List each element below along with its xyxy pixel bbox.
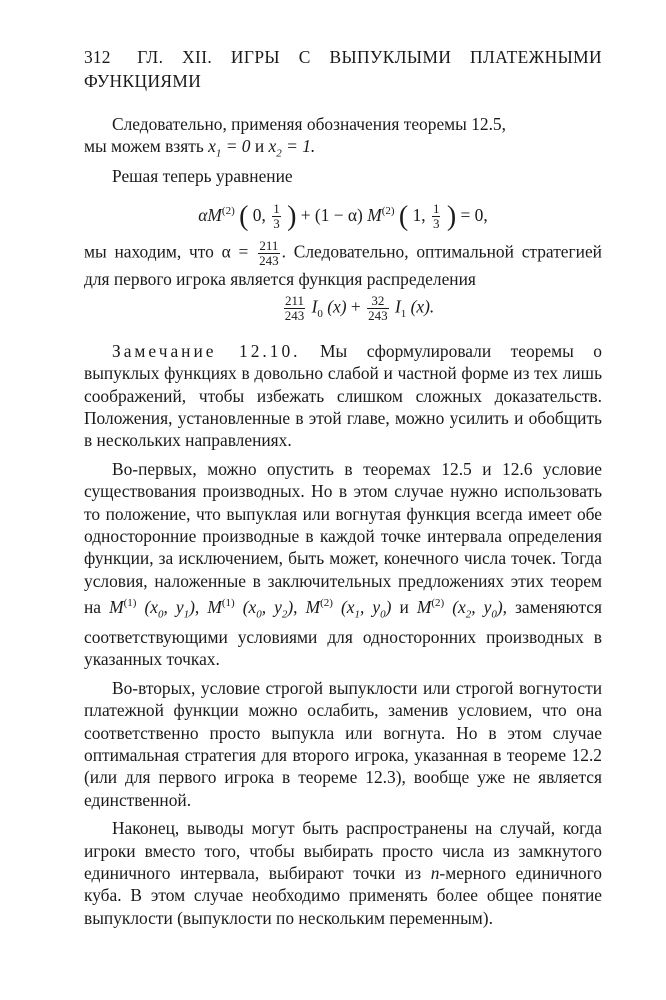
one-minus-alpha: (1 − α) bbox=[314, 204, 363, 225]
paragraph-second: Во-вторых, условие строгой выпуклости или строгой вогнутости платежной функции можно ослабить, заменив условием, что она соответственно просто выпукла или вогнута. Но в этом случае оптимальная стратегия для второго игрока, указанная в теореме 12.2 (или для первого игрока в теореме 12.3), вообще уже не является единственной. bbox=[84, 677, 602, 810]
page-number: 312 bbox=[84, 47, 111, 67]
chapter-title: ГЛ. XII. ИГРЫ С ВЫПУКЛЫМИ ПЛАТЕЖНЫМИ ФУНКЦИЯМИ bbox=[84, 47, 602, 91]
equals-zero: = 0, bbox=[460, 204, 488, 225]
finally-text-b: -мерного единичного куба. В этом случае необходимо применять более общее понятие выпуклости (выпуклости по нескольким переменным). bbox=[84, 862, 603, 928]
arg-one: 1, bbox=[412, 204, 426, 225]
plus-sign: + bbox=[300, 204, 311, 225]
superscript-2: (2) bbox=[221, 204, 235, 217]
finally-text-a: Наконец, выводы могут быть распространены на случай, когда игроки вместо того, чтобы выбирать просто числа из замкнутого единичного интервала, выбирают точки из bbox=[84, 818, 602, 883]
para1-line2a: мы можем взять bbox=[84, 136, 204, 157]
paragraph-finally bbox=[84, 817, 602, 929]
first-text-a: Во-первых, можно опустить в теоремах 12.5 и 12.6 условие существования производных. Но в этом случае нужно использовать то положение, что выпуклая или вогнутая функция всегда имеет обе односторонние производные в каждой точке интервала определения функции, за исключением, быть может, конечного числа точек. Тогда условия, наложенные в заключительных предложениях этих теорем на bbox=[84, 458, 602, 618]
para2-text-b: . Следовательно, оптимальной стратегией для первого игрока является функция распределения bbox=[84, 241, 602, 289]
fraction-32-243: $\frac{32}{243}$ bbox=[368, 293, 388, 324]
remark-label: Замечание 12.10. bbox=[112, 340, 301, 361]
fraction-one-third-b: $\frac{1}{3}$ bbox=[432, 200, 440, 231]
para2-text-a: мы находим, что α = bbox=[84, 241, 249, 262]
n-symbol: n bbox=[430, 862, 440, 883]
paragraph-first: Во-первых, можно опустить в теоремах 12.5 и 12.6 условие существования производных. Но в этом случае нужно использовать то положение, что выпуклая или вогнутая функция всегда имеет обе односторонние производные в каждой точке интервала определения функции, за исключением, быть может, конечного числа точек. Тогда условия, наложенные в заключительных предложениях этих теорем на $M^{(1)}$ ($x_0$, $y_1$), $M^{(1)}$ ($x_0$, $y_2$), $M^{(2)}$ ($x_1$, $y_0$) и $M^{(2)}$ ($x_2$, $y_0$), заменяются соответствующими условиями для односторонних производных в указанных точках. bbox=[84, 458, 602, 670]
alpha-symbol: α bbox=[198, 204, 208, 225]
para1-line1: Следовательно, применяя обозначения теоремы 12.5, bbox=[112, 114, 506, 134]
remark-paragraph bbox=[84, 340, 602, 452]
equation-distribution: $\frac{211}{243}$ $I_0$ (x) + $\frac{32}{243}$ $I_1$ (x). bbox=[284, 293, 435, 324]
para1-line2b: и bbox=[254, 136, 265, 157]
remark-text: Мы сформулировали теоремы о выпуклых функциях в довольно слабой и частной форме из тех лишь соображений, чтобы избежать слишком сложных доказательств. Положения, установленные в этой главе, можно усилить и обобщить в нескольких направлениях. bbox=[84, 340, 602, 451]
running-header bbox=[84, 45, 602, 93]
fraction-211-243-b: $\frac{211}{243}$ bbox=[284, 293, 305, 324]
fraction-211-243: $\frac{211}{243}$ bbox=[259, 237, 279, 268]
equation-alpha: $\alpha M^{(2)}$ ( 0, $\frac{1}{3}$ ) + (1 − α) $M^{(2)}$ ( 1, $\frac{1}{3}$ ) = 0, bbox=[198, 200, 488, 232]
first-text-b: и bbox=[399, 597, 409, 618]
first-text-c: , заменяются соответствующими условиями для односторонних производных в указанных точках. bbox=[84, 597, 602, 670]
paragraph-notation bbox=[84, 113, 602, 165]
arg-zero: 0, bbox=[252, 204, 266, 225]
x1-equals-0: $x_1 = 0$ bbox=[208, 136, 251, 160]
M-symbol: M bbox=[207, 204, 222, 225]
book-page bbox=[84, 45, 602, 929]
paragraph-alpha-result bbox=[84, 239, 602, 290]
x2-equals-1: $x_2 = 1$. bbox=[268, 136, 316, 160]
fraction-one-third: $\frac{1}{3}$ bbox=[273, 200, 280, 231]
para1-line3: Решая теперь уравнение bbox=[112, 166, 293, 187]
